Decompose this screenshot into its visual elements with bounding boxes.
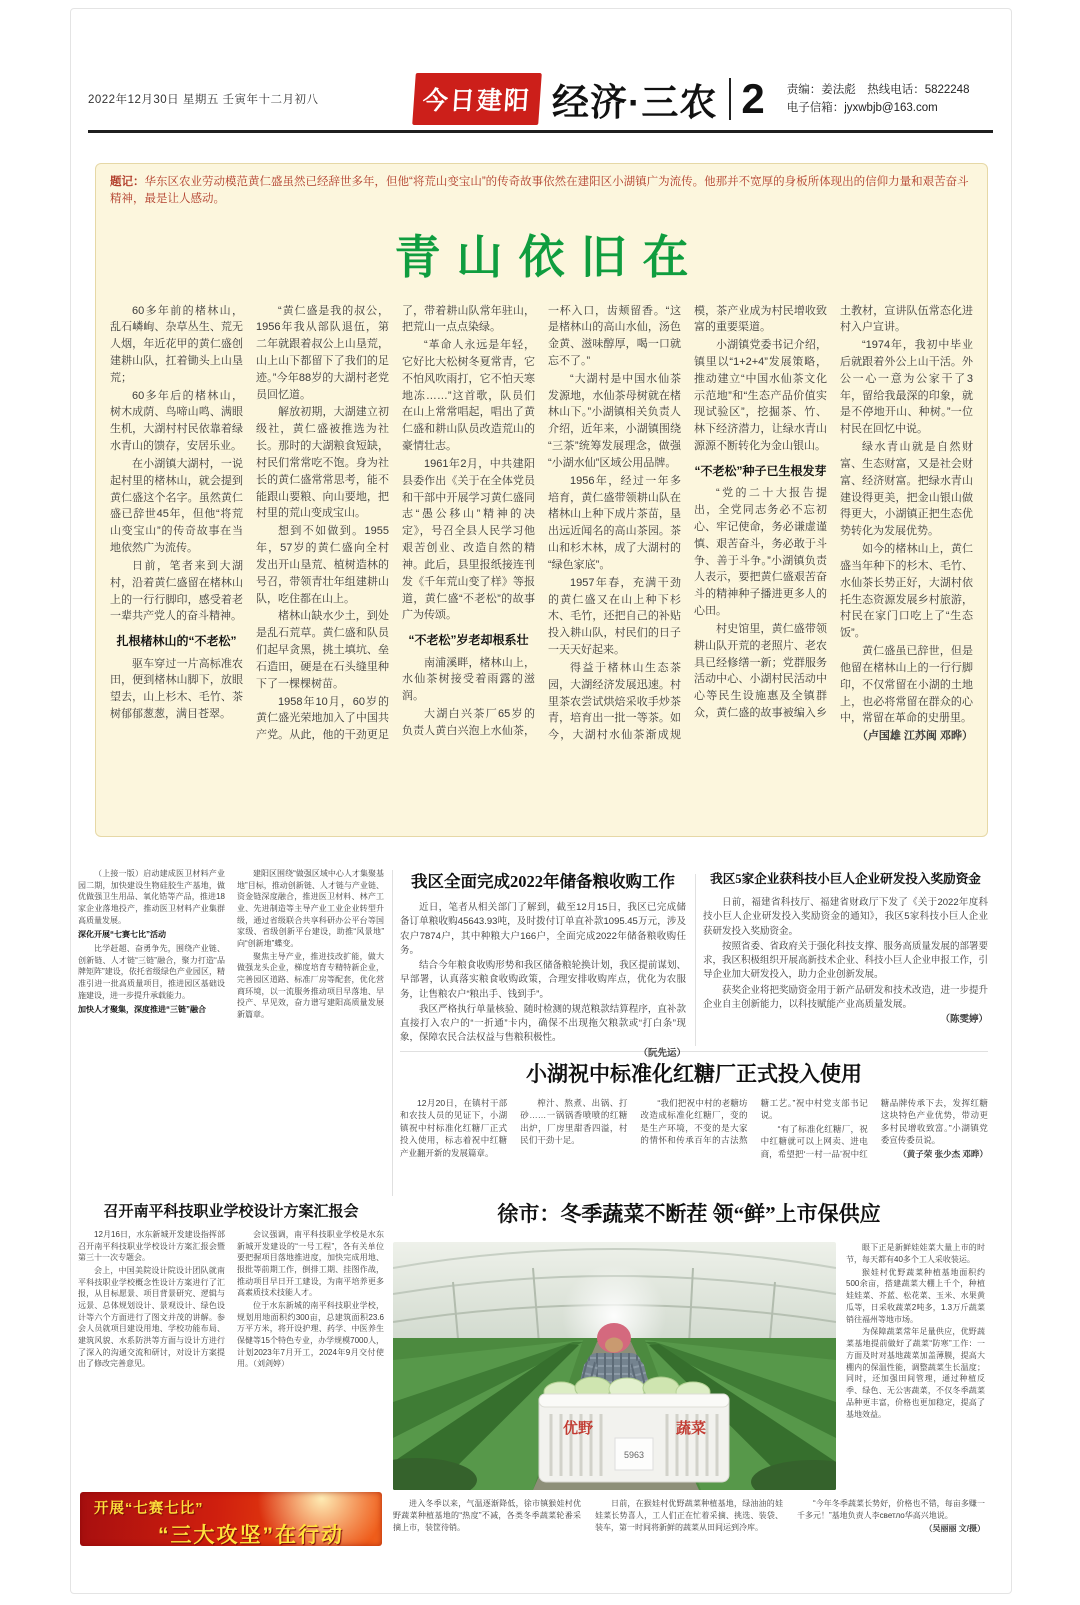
article-paragraph: 小湖镇党委书记介绍，镇里以“1+2+4”发展策略，推动建立“中国水仙茶文化示范地”和“生态产品价值实现试验区”，挖掘茶、竹、林下经济潜力，让绿水青山源源不断转化为金山银山。	[694, 339, 827, 453]
article-paragraph: 为保障蔬菜常年足量供应，优野蔬菜基地提前做好了蔬菜“防寒”工作：一方面及时对基地蔬菜加盖薄膜，提高大棚内的保温性能，调整蔬菜生长温度；同时，还加强田间管理，通过种植反季、绿色、无公害蔬菜，不仅冬季蔬菜品种更丰富，价格也更加稳定，提高了基地效益。	[846, 1327, 985, 1419]
article-paragraph: 黄仁盛虽已辞世，但是他留在楮林山上的一行行脚印，不仅常留在小湖的土地上，也必将常留在群众的心中，常留在革命的史册里。	[840, 645, 973, 725]
article-paragraph: 猴娃村优野蔬菜种植基地面积约500余亩，搭建蔬菜大棚上千个，种植娃娃菜、芥蓝、松花菜、玉米、水果黄瓜等，日采收蔬菜2吨多，1.3万斤蔬菜销往福州等地市场。	[846, 1267, 985, 1324]
editor-line: 责编：姜法彪 热线电话：5822248	[786, 83, 970, 96]
page-header	[88, 68, 993, 133]
vegetable-headline: 徐市：冬季蔬菜不断茬 领“鲜”上市保供应	[497, 1202, 881, 1226]
article-paragraph: “革命人永远是年轻，它好比大松树冬夏常青，它不怕风吹雨打，它不怕天寒地冻……”这首歌，队员们在山上常常唱起，唱出了黄仁盛和耕山队员改造荒山的豪情壮志。	[402, 339, 535, 453]
article-paragraph: 获奖企业将把奖励资金用于新产品研发和技术改造，进一步提升企业自主创新能力，以科技赋能产业高质量发展。	[703, 984, 989, 1010]
article-paragraph: 比学赶超、奋勇争先，围绕产业链、创新链、人才链“三链”融合，聚力打造“品牌矩阵”建设，依托省级绿色产业园区，精准引进一批高质量项目，推进园区基础设施建设，进一步提升承载能力。	[78, 944, 225, 1000]
column-rule	[392, 870, 393, 1196]
article-paragraph: 会上，中国美院设计院设计团队就南平科技职业学校概念性设计方案进行了汇报，从目标愿景、项目背景研究、逻辑与远景、总体规划设计、景观设计、绿色设计等六个方面进行了图文并茂的讲解。参会人员就项目建设用地、学校功能布局、建筑风貌、水系防洪等方面与设计方进行了深入的沟通交流和研讨，对设计方案提出了修改完善意见。	[78, 1266, 225, 1369]
article-paragraph: 日前，笔者来到大湖村，沿着黄仁盛留在楮林山上的一行行脚印，感受着老一辈共产党人的奋斗精神。	[110, 559, 243, 623]
epigraph-label: 题记：	[110, 176, 145, 188]
article-byline: （卢国雄 江苏闽 邓晔）	[856, 730, 973, 743]
tech-body	[703, 896, 988, 1027]
lead-headline: 青山依旧在	[394, 231, 705, 283]
article-paragraph: 日前，福建省科技厅、福建省财政厅下发了《关于2022年度科技小巨人企业研发投入奖励资金的通知》，我区5家科技小巨人企业获研发投入奖励资金。	[703, 897, 988, 937]
article-paragraph: “黄仁盛是我的叔公，1956年我从部队退伍，第二年就跟着叔公上山垦荒，山上山下都留下了我们的足迹。”今年88岁的大湖村老党员回忆道。	[256, 304, 389, 401]
article-paragraph: 大湖白兴茶厂65岁的负责人黄白兴泡上水仙茶，一杯入口，齿颊留香。“这是楮林山的高山水仙，汤色金黄、滋味醇厚，喝一口就忘不了。”	[402, 304, 681, 737]
article-paragraph: 我区严格执行单量核验、随时检测的规范粮款结算程序，直补款直接打入农户的“一折通”卡内，确保不出现拖欠粮款或“打白条”现象，保障农民合法权益与售粮积极性。	[400, 1003, 686, 1044]
article-paragraph: “今年冬季蔬菜长势好，价格也不错，每亩多赚一千多元！”基地负责人李светло华高兴地说。	[797, 1499, 985, 1520]
school-article	[78, 1200, 384, 1469]
article-subhead: 加快人才聚集，深度推进“三链”融合	[78, 1005, 206, 1015]
campaign-banner	[80, 1492, 382, 1546]
front-page-continuation	[78, 868, 384, 1198]
crate-tag: 5963	[623, 1450, 645, 1460]
article-paragraph: 村史馆里，黄仁盛带领耕山队开荒的老照片、老农具已经修缮一新；党群服务活动中心、小湖村民活动中心等民生设施惠及全镇群众，黄仁盛的故事被编入乡土教材，宣讲队伍常态化进村入户宣讲。	[694, 304, 973, 720]
vegetable-side-column	[846, 1242, 985, 1492]
article-paragraph: 60多年后的楮林山，树木成荫、鸟啼山鸣、满眼生机，大湖村村民依靠着绿水青山的馈存，安居乐业。	[110, 389, 243, 453]
article-paragraph: 1957年春，充满干劲的黄仁盛又在山上种下杉木、毛竹，还把自己的补贴投入耕山队，村民们的日子一天天好起来。	[548, 576, 681, 657]
epigraph-text: 华东区农业劳动模范黄仁盛虽然已经辞世多年，但他“将荒山变宝山”的传奇故事依然在建阳区小湖镇广为流传。他那并不宽厚的身板所体现出的信仰力量和艰苦奋斗精神，最是让人感动。	[110, 176, 969, 206]
article-paragraph: 想到不如做到。1955年，57岁的黄仁盛向全村发出开山垦荒、植树造林的号召，带领青壮年组建耕山队，吃住都在山上。	[256, 525, 389, 605]
tech-headline: 我区5家企业获科技小巨人企业研发投入奖励资金	[710, 872, 981, 886]
article-paragraph: 绿水青山就是自然财富、生态财富，又是社会财富、经济财富。把绿水青山建设得更美，把金山银山做得更大，小湖镇正把生态优势转化为发展优势。	[840, 441, 973, 538]
date-line: 2022年12月30日 星期五 壬寅年十二月初八	[88, 94, 319, 106]
article-paragraph: 如今的楮林山上，黄仁盛当年种下的杉木、毛竹、水仙茶长势正好，大湖村依托生态资源发展乡村旅游，村民在家门口吃上了“生态饭”。	[840, 543, 973, 640]
article-paragraph: 按照省委、省政府关于强化科技支撑、服务高质量发展的部署要求，我区积极组织开展高新技术企业、科技小巨人企业申报工作，引导企业加大研发投入，助力企业创新发展。	[703, 940, 989, 981]
article-paragraph: 眼下正是新鲜娃娃菜大量上市的时节，每天都有40多个工人采收装运。	[846, 1243, 985, 1264]
epigraph	[110, 174, 973, 209]
article-byline: （黄子荣 张少杰 邓晔）	[898, 1148, 988, 1159]
editor-info	[787, 81, 970, 118]
article-paragraph: 1956年，经过一年多培育，黄仁盛带领耕山队在楮林山上种下成片茶苗，垦出远近闻名的高山茶园。茶山和杉木林，成了大湖村的“绿色家底”。	[548, 474, 681, 571]
article-paragraph: 榨汁、熬煮、出锅、打砂……一锅锅香喷喷的红糖出炉，厂房里甜香四溢，村民们干劲十足。	[520, 1098, 628, 1146]
article-paragraph: 位于水东新城的南平科技职业学校，规划用地面积约300亩，总建筑面积23.6万平方米，将开设护理、药学、中医养生保健等15个特色专业，办学规模7000人，计划2023年7月开工，2024年9月交付使用。（刘剑婷）	[237, 1301, 384, 1369]
page-number: 2	[741, 75, 765, 122]
lead-body	[110, 303, 973, 831]
sugar-headline: 小湖祝中标准化红糖厂正式投入使用	[526, 1062, 862, 1086]
sugar-body	[400, 1097, 988, 1185]
article-paragraph: （上接一版）启动建成医卫材料产业园二期，加快建设生物硅胶生产基地，做优做强卫生用品、氧化锆等产品，推进18家企业落地投产，推动医卫材料产业集群高质量发展。	[78, 869, 225, 925]
article-paragraph: 60多年前的楮林山，乱石嶙峋、杂草丛生、荒无人烟，年近花甲的黄仁盛创建耕山队，扛着锄头上山垦荒；	[110, 304, 243, 384]
article-subhead: 扎根楮林山的“不老松”	[116, 634, 237, 649]
article-paragraph: 近日，笔者从相关部门了解到，截至12月15日，我区已完成储备订单粮收购45643.93吨，及时拨付订单直补款1095.45万元，涉及农户7874户，其中种粮大户166户，全面完成2022年储备粮收购任务。	[400, 902, 686, 956]
greenhouse-photo	[393, 1242, 836, 1490]
article-paragraph: “党的二十大报告提出，全党同志务必不忘初心、牢记使命，务必谦虚谨慎、艰苦奋斗，务必敢于斗争、善于斗争。”小湖镇负责人表示，要把黄仁盛艰苦奋斗的精神种子播进更多人的心田。	[694, 487, 827, 618]
article-paragraph: 在小湖镇大湖村，一说起村里的楮林山，就会提到黄仁盛这个名字。虽然黄仁盛已辞世45年，但他“将荒山变宝山”的传奇故事在当地依然广为流传。	[110, 457, 243, 555]
banner-line2: “三大攻坚”在行动	[158, 1524, 344, 1546]
article-paragraph: “大湖村是中国水仙茶发源地，水仙茶母树就在楮林山下。”小湖镇相关负责人介绍，近年来，小湖镇围绕“三茶”统筹发展理念，做强“小湖水仙”区域公用品牌。	[548, 372, 681, 469]
article-paragraph: 进入冬季以来，气温逐渐降低，徐市镇猴娃村优野蔬菜种植基地的“热度”不减，各类冬季蔬菜轮番采摘上市，装筐待销。	[393, 1499, 581, 1532]
article-subhead: “不老松”岁老却根系壮	[408, 633, 529, 648]
banner-line1: 开展“七赛七比”	[94, 1501, 204, 1517]
article-paragraph: 聚焦主导产业，推进技改扩能，做大做强龙头企业，梯度培育专精特新企业，完善园区道路、标准厂房等配套，优化营商环境，以一流服务推动项目早落地、早投产、早见效，奋力谱写建阳高质量发展新篇章。	[237, 951, 384, 1020]
column-rule	[695, 874, 696, 1046]
article-paragraph: “有了标准化红糖厂，祝中红糖就可以上网卖、进电商，希望把‘一村一品’祝中红糖品牌传承下去，发挥红糖这块特色产业优势，带动更多村民增收致富。”小湖镇党委宣传委员说。	[760, 1098, 988, 1159]
email-line: 电子信箱：jyxwbjb@163.com	[786, 102, 938, 114]
vegetable-article	[393, 1198, 985, 1583]
article-paragraph: 1961年2月，中共建阳县委作出《关于在全体党员和干部中开展学习黄仁盛同志“愚公移山”精神的决定》，号召全县人民学习他艰苦创业、改造自然的精神。此后，县里报纸接连刊发《千年荒山变了样》等报道，黄仁盛“不老松”的故事广为传颂。	[402, 457, 535, 622]
article-paragraph: 会议强调，南平科技职业学校是水东新城开发建设的“一号工程”，各有关单位要把握项目落地推进度，加快完成用地、报批等前期工作，倒排工期、挂图作战，推动项目早日开工建设，为南平培养更多高素质技术技能人才。	[237, 1230, 384, 1298]
header-divider	[729, 78, 731, 120]
article-paragraph: 得益于楮林山生态茶园，大湖经济发展迅速。村里茶农尝试烘焙采收手炒茶青，培育出一批一等茶。如今，大湖村水仙茶渐成规模，茶产业成为村民增收致富的重要渠道。	[548, 304, 827, 742]
article-paragraph: 楮林山缺水少土，到处是乱石荒草。黄仁盛和队员们起早贪黑，挑土填坑、垒石造田，硬是在石头缝里种下了一棵棵树苗。	[256, 610, 389, 690]
crate-label-left: 优野	[562, 1421, 594, 1437]
article-paragraph: 日前，在猴娃村优野蔬菜种植基地，绿油油的娃娃菜长势喜人，工人们正在忙着采摘、挑选、装袋、装车，第一时间将新鲜的蔬菜从田间运到冷库。	[595, 1499, 783, 1532]
article-paragraph: 12月16日，水东新城开发建设指挥部召开南平科技职业学校设计方案汇报会暨第三十一次专题会。	[78, 1230, 225, 1263]
sugar-factory-article	[400, 1058, 988, 1185]
vegetable-bottom-columns	[393, 1498, 985, 1580]
greenhouse-photo-illustration	[393, 1242, 836, 1490]
tech-award-article	[703, 868, 988, 1028]
school-body	[78, 1229, 384, 1469]
masthead-logo: 今日建阳	[412, 73, 542, 125]
article-paragraph: 建阳区围绕“做强区域中心人才集聚基地”目标，推动创新链、人才链与产业链、资金链深度融合，推进医卫材料、林产工业、先进制造等主导产业工业企业转型升级，通过省级联合共享科研办公平台等国家级、省级创新平台建设，助推“风景地”向“创新地”蝶变。	[237, 869, 384, 949]
article-byline: （陈雯婷）	[940, 1014, 988, 1025]
section-title: 经济·三农	[552, 82, 718, 123]
article-paragraph: “我们把祝中村的老糖坊改造成标准化红糖厂，变的是生产环境，不变的是大家的情怀和传承百年的古法熬糖工艺。”祝中村党支部书记说。	[640, 1098, 868, 1146]
article-byline: （阮先运）	[638, 1047, 686, 1059]
article-paragraph: 12月20日，在镇村干部和农技人员的见证下，小湖镇祝中村标准化红糖厂正式投入使用，标志着祝中红糖产业翻开新的发展篇章。	[400, 1098, 508, 1158]
article-paragraph: “1974年，我初中毕业后就跟着外公上山干活。外公一心一意为公家干了3年，留给我最深的印象，就是不停地开山、种树。”一位村民在回忆中说。	[840, 339, 973, 436]
lead-article	[95, 163, 988, 837]
school-headline: 召开南平科技职业学校设计方案汇报会	[103, 1204, 359, 1220]
article-paragraph: 解放初期，大湖建立初级社，黄仁盛被推选为社长。那时的大湖粮食短缺，村民们常常吃不饱。身为社长的黄仁盛常常思考，能不能跟山要粮、向山要地，把村里的荒山变成宝山。	[256, 406, 389, 520]
article-byline: （吴丽丽 文/摄）	[924, 1523, 985, 1533]
article-paragraph: 1958年10月，60岁的黄仁盛光荣地加入了中国共产党。从此，他的干劲更足了，带着耕山队常年驻山，把荒山一点点染绿。	[256, 304, 535, 742]
article-paragraph: 结合今年粮食收购形势和我区储备粮轮换计划，我区提前谋划、早部署，认真落实粮食收购政策，合理安排收购库点，优化为农服务，让售粮农户“粮出手、钱到手”。	[400, 960, 686, 1000]
article-subhead: “不老松”种子已生根发芽	[694, 463, 827, 478]
article-paragraph: 驱车穿过一片高标准农田，便到楮林山脚下，放眼望去，山上杉木、毛竹、茶树郁郁葱葱，满目苍翠。	[110, 657, 243, 721]
article-paragraph: 南浦溪畔，楮林山上，水仙茶树接受着雨露的滋润。	[402, 656, 535, 703]
grain-article	[400, 868, 686, 1062]
crate-label-right: 蔬菜	[675, 1421, 707, 1437]
grain-headline: 我区全面完成2022年储备粮收购工作	[411, 872, 675, 891]
grain-body	[400, 901, 686, 1061]
article-subhead: 深化开展“七赛七比”活动	[78, 930, 166, 940]
vegetable-crate	[539, 1377, 729, 1482]
